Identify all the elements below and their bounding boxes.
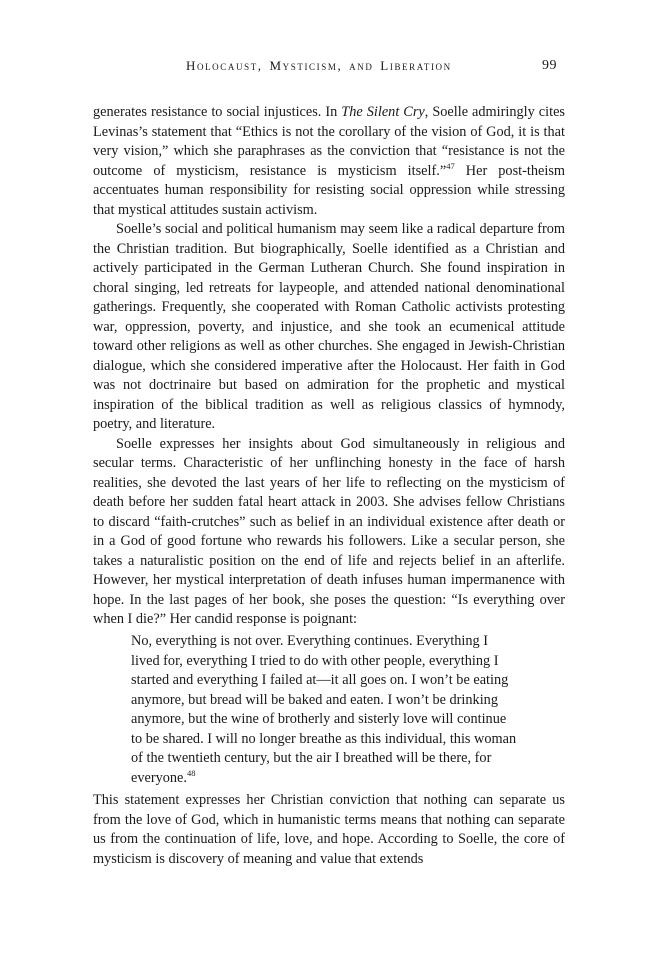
quote-line: No, everything is not over. Everything continues. Everything I	[131, 633, 488, 649]
body-text	[93, 103, 565, 630]
closing-body	[93, 791, 565, 869]
book-title: The Silent Cry	[341, 104, 425, 120]
paragraph-1-text-start: generates resistance to social injustices. In	[93, 104, 342, 120]
closing-paragraph: This statement expresses her Christian conviction that nothing can separate us from the love of God, which in humanistic terms means that nothing can separate us from the continuation of life, love, and hope. According to Soelle, the core of mysticism is discovery of meaning and value that extends	[93, 792, 565, 867]
quote-line: anymore, but the wine of brotherly and sisterly love will continue	[131, 711, 507, 727]
paragraph-3: Soelle expresses her insights about God simultaneously in religious and secular terms. Characteristic of her unflinching honesty in the face of harsh realities, she devoted the last years of her life to reflecting on the mysticism of death before her sudden fatal heart attack in 2003. She advises fellow Christians to discard “faith-crutches” such as belief in an individual existence after death or in a God of good fortune who rewards his followers. Like a secular person, she takes a naturalistic position on the end of life and rejects belief in an afterlife. However, her mystical interpretation of death infuses human impermanence with hope. In the last pages of her book, she poses the question: “Is everything over when I die?” Her candid response is poignant:	[93, 435, 565, 627]
quote-line: to be shared. I will no longer breathe as this individual, this woman	[131, 730, 517, 747]
block-quote	[131, 632, 536, 788]
quote-line: lived for, everything I tried to do with other people, everything I	[131, 652, 499, 669]
quote-line-last	[131, 769, 536, 789]
footnote-ref-48[interactable]: 48	[186, 767, 196, 778]
quote-line: of the twentieth century, but the air I breathed will be there, for	[131, 750, 492, 766]
paragraph-1-text-mid: , Soelle admiringly cites Levinas’s statement that “Ethics is not the corollary of the vision of God, it is that very vision,” which she paraphrases as the conviction that “resistance is not the outcome of mysticism, resistance is mysticism itself.”	[93, 104, 565, 179]
paragraph-1	[93, 103, 565, 220]
page-number: 99	[542, 58, 557, 73]
page-header	[0, 58, 650, 78]
quote-line: started and everything I failed at—it all goes on. I won’t be eating	[131, 672, 509, 688]
running-head: Holocaust, Mysticism, and Liberation	[186, 58, 452, 73]
quote-line: anymore, but bread will be baked and eaten. I won’t be drinking	[131, 691, 498, 708]
paragraph-2: Soelle’s social and political humanism may seem like a radical departure from the Christian tradition. But biographically, Soelle identified as a Christian and actively participated in the German Lutheran Church. She found inspiration in choral singing, led retreats for laypeople, and attended national denominational gatherings. Frequently, she cooperated with Roman Catholic activists protesting war, oppression, poverty, and injustice, and she took an ecumenical attitude toward other religions as well as other churches. She engaged in Jewish-Christian dialogue, which she considered imperative after the Holocaust. Her faith in God was not doctrinaire but based on admiration for the prophetic and mystical inspiration of the biblical tradition as well as religious classics of hymnody, poetry, and literature.	[93, 221, 565, 432]
quote-last-text: everyone.	[131, 769, 187, 786]
paragraph-1-text-end: Her post-theism accentuates human responsibility for resisting social oppression while stressing that mystical attitudes sustain activism.	[93, 162, 566, 218]
footnote-ref-47[interactable]: 47	[446, 160, 455, 171]
